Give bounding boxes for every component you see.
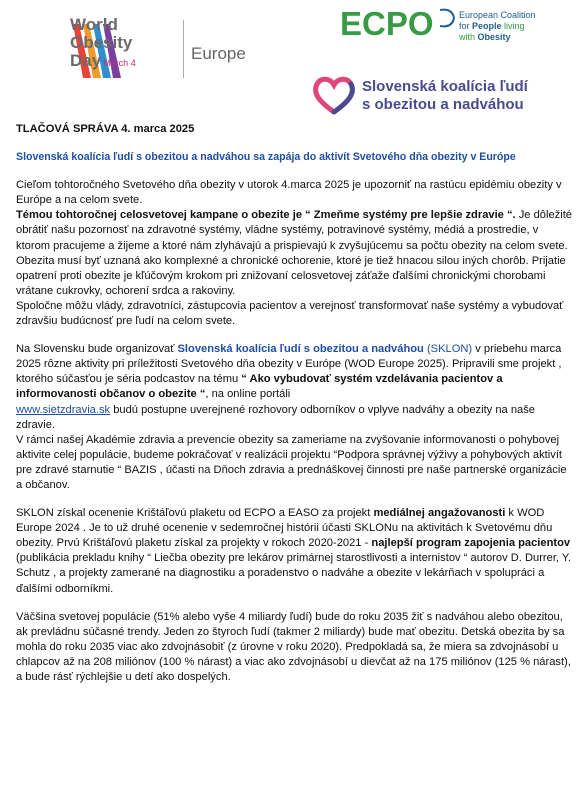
wod-line-2: Obesity (70, 33, 133, 52)
ecpo-tagline (459, 10, 536, 43)
press-release-headline: Slovenská koalícia ľudí s obezitou a nadváhou sa zapája do aktivít Svetového dňa obezity v Európe (16, 151, 516, 164)
ecpo-tagline-line1: European Coalition (459, 10, 536, 20)
ecpo-logo (340, 6, 458, 40)
paragraph-campaign (16, 178, 574, 329)
logo-divider (183, 20, 184, 78)
press-release-title: TLAČOVÁ SPRÁVA 4. marca 2025 (16, 123, 195, 135)
text-campaign-intro: Cieľom tohtoročného Svetového dňa obezity v utorok 4.marca 2025 je upozorniť na rastúcu epidémiu obezity v Európe a na celom svete. (16, 179, 562, 207)
ecpo-wordmark: ECPO (340, 6, 434, 40)
paragraph-statistics: Väčšina svetovej populácie (51% alebo vyše 4 miliardy ľudí) bude do roku 2035 žiť s nadváhou alebo obezitou, ak prevládnu súčasné trendy. Jeden zo štyroch ľudí (takmer 2 miliardy) bude mať obezitu. Detská obezita by sa mohla do roku 2035 viac ako zdvojnásobiť (z úrovne v roku 2020). Predpokladá sa, že miera sa zdvojnásobí u chlapcov až na 208 miliónov (100 % nárast) a viac ako zdvojnásobí u dievčat až na 175 miliónov (125 % nárast), a bude rásť rýchlejšie u detí ako dospelých. (16, 610, 571, 683)
text-campaign-theme: Témou tohtoročnej celosvetovej kampane o obezite je “ Zmeňme systémy pre lepšie zdravie “. (16, 209, 516, 222)
sklon-logo-line1: Slovenská koalícia ľudí (362, 78, 528, 95)
press-release-body (16, 122, 574, 698)
organization-abbr: (SKLON) (423, 343, 473, 356)
wod-line-3: Day March 4 (70, 51, 136, 70)
text-portal: , na online portáli (205, 388, 291, 401)
sklon-logo-text (362, 78, 528, 114)
text-together: Spoločne môžu vlády, zdravotníci, zástupcovia pacientov a verejnosť transformovať naše systémy a vybudovať zdravšiu budúcnosť pre ľudí na celom svete. (16, 299, 564, 328)
world-obesity-day-wordmark (70, 16, 174, 72)
podcast-topic: “ Ako vybudovať systém vzdelávania pacientov a informovanosti občanov o obezite “ (16, 373, 503, 401)
ecpo-tagline-line2: for People living (459, 21, 525, 31)
wod-line-1: World (70, 15, 118, 34)
ecpo-tagline-line3: with Obesity (459, 32, 511, 42)
sietzdravia-link[interactable]: www.sietzdravia.sk (16, 403, 111, 416)
wod-region-label: Europe (191, 44, 246, 63)
text-project: v priebehu marca 2025 rôzne aktivity pri príležitosti Svetového dňa obezity v Európe (WOD Europe 2025). Pripravili sme projekt , ktorého súčasťou je séria podcastov na tému (16, 343, 562, 386)
heart-icon (311, 74, 357, 116)
text-award-history: k WOD Europe 2024 . Je to už druhé ocenenie v sedemročnej histórii účasti SKLONu na aktivitách k Svetovému dňu obezity. Prvú Krištáľovú plaketu získal za projekty v rokoch 2020-2021 - (16, 507, 553, 550)
organization-name: Slovenská koalícia ľudí s obezitou a nadváhou (177, 343, 424, 356)
text-slovakia-intro: Na Slovensku bude organizovať (16, 343, 178, 356)
first-award-category: najlepší program zapojenia pacientov (371, 537, 571, 550)
text-award-details: (publikácia prekladu knihy “ Liečba obezity pre lekárov primárnej starostlivosti a internistov “ autorov D. Durrer, Y. Schutz , a projekty zamerané na diagnostiku a poradenstvo o nadváhe a obezite v lekárňach v spolupráci a ďalšími odborníkmi. (16, 552, 572, 595)
text-interviews: budú postupne uverejnené rozhovory odborníkov o vplyve nadváhy a obezity na naše zdravie. (16, 403, 535, 431)
text-systems: Je dôležité obrátiť našu pozornosť na zdravotné systémy, vládne systémy, potravinové systémy, médiá a prostredie, v ktorom pracujeme a žijeme a ktoré nám zlyhávajú a prispievajú k zvyšujúcemu sa počtu obezity na celom svete. (16, 209, 572, 252)
paragraph-award (16, 506, 574, 597)
sklon-logo-line2: s obezitou a nadváhou (362, 96, 524, 113)
wod-date: March 4 (103, 58, 136, 68)
award-category: mediálnej angažovanosti (373, 507, 506, 520)
paragraph-slovakia-activities (16, 342, 574, 493)
text-award-intro: SKLON získal ocenenie Krištáľovú plaketu od ECPO a EASO za projekt (16, 507, 374, 520)
text-academy: V rámci našej Akadémie zdravia a prevencie obezity sa zameriame na zvyšovanie informovanosti o pohybovej aktivite celej populácie, budeme pokračovať v realizácii projektu “Podpora správnej výživy a pohybových aktivít pre zdravé starnutie “ BAZIS , účasti na Dňoch zdravia a prednáškovej činnosti pre naše partnerské organizácie a občanov. (16, 433, 567, 491)
text-chronic-disease: Obezita musí byť uznaná ako komplexné a chronické ochorenie, ktoré je tiež hnacou silou iných chorôb. Prijatie opatrení proti obezite je kľúčovým krokom pri znižovaní celosvetovej záťaže ďalšími chronickými chorobami vrátane cukrovky, ochorení srdca a rakoviny. (16, 254, 566, 297)
